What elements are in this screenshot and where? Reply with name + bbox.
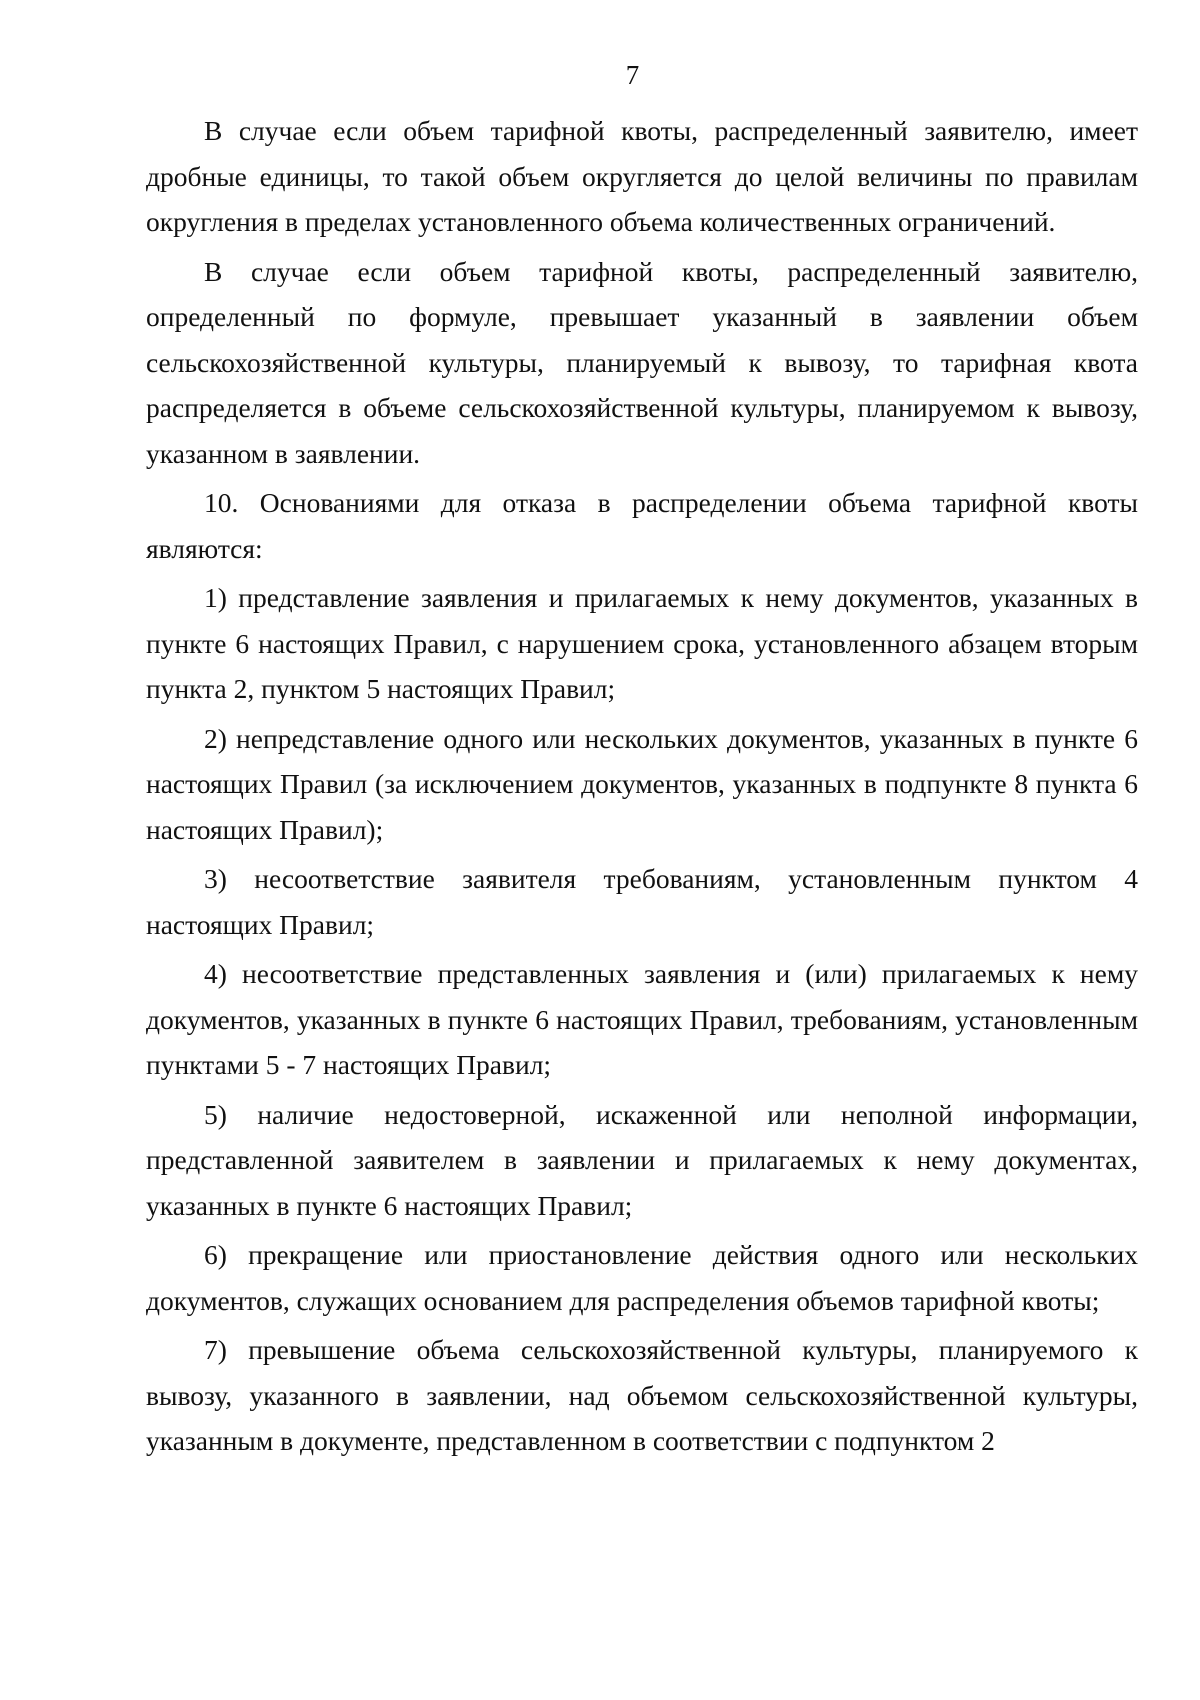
- list-item-5: 5) наличие недостоверной, искаженной или неполной информации, представленной заявителем в заявлении и прилагаемых к нему документах, указанных в пункте 6 настоящих Правил;: [146, 1098, 1138, 1221]
- list-item-7: 7) превышение объема сельскохозяйственной культуры, планируемого к вывозу, указанного в заявлении, над объемом сельскохозяйственной культуры, указанным в документе, представленном в соответствии с подпунктом 2: [146, 1334, 1138, 1456]
- list-item-6: 6) прекращение или приостановление действия одного или нескольких документов, служащих основанием для распределения объемов тарифной квоты;: [146, 1239, 1138, 1316]
- document-body: [146, 108, 1138, 1468]
- paragraph-refusal-grounds-heading: 10. Основаниями для отказа в распределении объема тарифной квоты являются:: [146, 487, 1138, 564]
- paragraph-excess-rule: В случае если объем тарифной квоты, распределенный заявителю, определенный по формуле, превышает указанный в заявлении объем сельскохозяйственной культуры, планируемый к вывозу, то тарифная квота распределяется в объеме сельскохозяйственной культуры, планируемом к вывозу, указанном в заявлении.: [146, 255, 1138, 469]
- page-number: 7: [625, 60, 640, 90]
- list-item-3: 3) несоответствие заявителя требованиям, установленным пунктом 4 настоящих Правил;: [146, 863, 1138, 940]
- list-item-4: 4) несоответствие представленных заявления и (или) прилагаемых к нему документов, указанных в пункте 6 настоящих Правил, требованиям, установленным пунктами 5 - 7 настоящих Правил;: [146, 958, 1138, 1080]
- list-item-2: 2) непредставление одного или нескольких документов, указанных в пункте 6 настоящих Правил (за исключением документов, указанных в подпункте 8 пункта 6 настоящих Правил);: [146, 722, 1138, 845]
- paragraph-rounding-rule: В случае если объем тарифной квоты, распределенный заявителю, имеет дробные единицы, то такой объем округляется до целой величины по правилам округления в пределах установленного объема количественных ограничений.: [146, 115, 1138, 237]
- list-item-1: 1) представление заявления и прилагаемых к нему документов, указанных в пункте 6 настоящих Правил, с нарушением срока, установленного абзацем вторым пункта 2, пунктом 5 настоящих Правил;: [146, 582, 1138, 704]
